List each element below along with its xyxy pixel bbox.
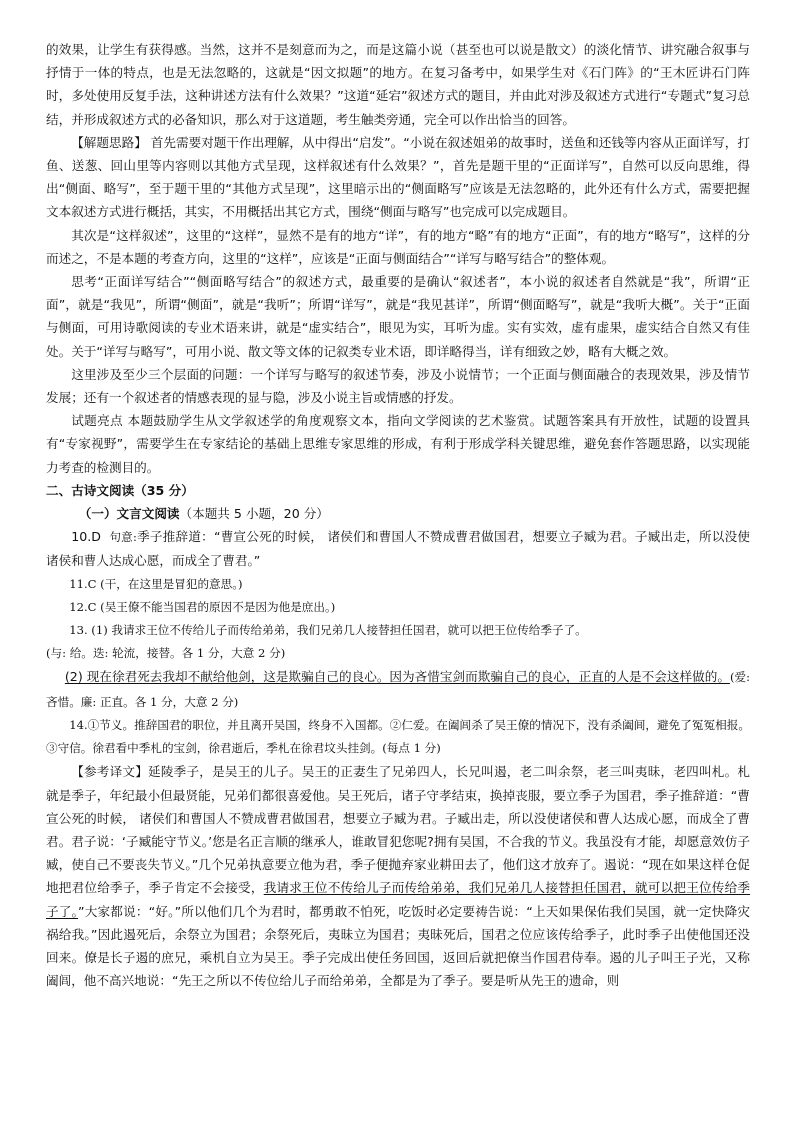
answer-14: 14.①节义。推辞国君的职位，并且离开吴国，终身不入国都。②仁爱。在阖闾杀了吴王僚的情况下，没有杀阖闾，避免了冤冤相报。③守信。徐君看中季札的宝剑，徐君逝后，季札在徐君坟头挂剑。(每点 1 分) <box>46 717 750 756</box>
answer-13-1-notes: (与: 给。迭: 轮流，接替。各 1 分，大意 2 分) <box>46 646 286 661</box>
reference-translation <box>46 760 750 992</box>
paragraph-second: 其次是“这样叙述”，这里的“这样”，显然不是有的地方“详”，有的地方“略”有的地方“正面”，有的地方“略写”，这样的分而述之，不是本题的考查方向，这里的“这样”，应该是“正面与侧面结合”“详写与略写结合”的整体观。 <box>46 227 750 266</box>
section-heading-classical: 二、古诗文阅读（35 分） <box>46 482 194 498</box>
translation-part-1: 【参考译文】延陵季子，是吴王的儿子。吴王的正妻生了兄弟四人，长兄叫遏，老二叫余祭，老三叫夷昧，老四叫札。札就是季子，年纪最小但最贤能，兄弟们都很喜爱他。吴王死后，诸子守孝结束，换掉丧服，要立季子为国君，季子推辞道：“曹宣公死的时候， 诸侯们和曹国人不赞成曹君做国君，想要立子臧为君。子臧出走，所以没使诸侯和曹人达成心愿，而成全了曹君。君子说：‘子臧能守节义。’您是名正言顺的继承人，谁敢冒犯您呢?拥有吴国，不合我的节义。我虽没有才能，却愿意效仿子臧，使自己不要丧失节义。”几个兄弟执意要立他为君，季子便抛弃家业耕田去了，他们这才放弃了。遏说：“现在如果这样仓促地把君位给季子，季子肯定不会接受， <box>46 764 750 896</box>
paragraph-levels: 这里涉及至少三个层面的问题：一个详写与略写的叙述节奏，涉及小说情节；一个正面与侧面融合的表现效果，涉及情节发展；还有一个叙述者的情感表现的显与隐，涉及小说主旨或情感的抒发。 <box>46 366 750 406</box>
answer-13-2-notes: (爱: 吝惜。廉: 正直。各 1 分，大意 2 分) <box>46 670 750 709</box>
answer-11: 11.C (干，在这里是冒犯的意思。) <box>69 576 243 591</box>
paragraph-highlight: 试题亮点 本题鼓励学生从文学叙述学的角度观察文本，指向文学阅读的艺术鉴赏。试题答案具有开放性，试题的设置具有“专家视野”，需要学生在专家结论的基础上思维专家思维的形成，有利于形成学科关键思维，避免套作答题思路，以实现能力考查的检测目的。 <box>46 413 750 475</box>
translation-part-2: ”大家都说：“好。”所以他们几个为君时，都勇敢不怕死，吃饭时必定要祷告说：“上天如果保佑我们吴国，就一定快降灾祸给我。”因此遏死后，余祭立为国君；余祭死后，夷昧立为国君；夷昧死后，国君之位应该传给季子，此时季子出使他国还没回来。僚是长子遏的庶兄，乘机自立为吴王。季子完成出使任务回国，返回后就把僚当作国君侍奉。遏的儿子叫王子光，又称阖闾，他不高兴地说：“先王之所以不传位给儿子而给弟弟，全都是为了季子。要是听从先王的遗命，则 <box>46 903 750 989</box>
answer-10 <box>46 525 750 572</box>
answer-12: 12.C (吴王僚不能当国君的原因不是因为他是庶出。) <box>69 599 336 614</box>
answer-10-text: 季子推辞道：“曹宣公死的时候， 诸侯们和曹国人不赞成曹君做国君，想要立子臧为君。子臧出走，所以没使诸侯和曹人达成心愿，而成全了曹君。” <box>46 529 751 569</box>
subsection-title: （一）文言文阅读 <box>78 506 180 522</box>
answer-10-number: 10.D <box>71 529 101 545</box>
paragraph-1: 的效果，让学生有获得感。当然，这并不是刻意而为之，而是这篇小说（甚至也可以说是散文）的淡化情节、讲究融合叙事与抒情于一体的特点，也是无法忽略的，这就是“因文拟题”的地方。在复习备考中，如果学生对《石门阵》的“王木匠讲石门阵时，多处使用反复手法，这种讲述方法有什么效果？”这道“延宕”叙述方式的题目，并由此对涉及叙述方式进行“专题式”复习总结，并形成叙述方式的必备知识，那么对于这道题，考生触类旁通，完全可以作出恰当的回答。 <box>46 42 750 127</box>
paragraph-solution-approach: 【解题思路】 首先需要对题干作出理解，从中得出“启发”。“小说在叙述姐弟的故事时，送鱼和还钱等内容从正面详写，打鱼、送葱、回山里等内容则以其他方式呈现，这样叙述有什么效果？”，首先是题干里的“正面详写”，自然可以反向思维，得出“侧面、略写”，至于题干里的“其他方式呈现”，这里暗示出的“侧面略写”应该是无法忽略的，此外还有什么方式，需要把握文本叙述方式进行概括，其实，不用概括出其它方式，围绕“侧面与略写”也完成可以完成题目。 <box>46 134 750 220</box>
subsection-heading <box>46 502 750 525</box>
answer-10-lead: 句意: <box>109 530 137 545</box>
answer-13-1: 13. (1) 我请求王位不传给儿子而传给弟弟，我们兄弟几人接替担任国君，就可以把王位传给季子了。 <box>69 623 587 638</box>
subsection-note: （本题共 5 小题，20 分） <box>179 506 329 522</box>
paragraph-narrator: 思考“正面详写结合”“侧面略写结合”的叙述方式，最重要的是确认“叙述者”，本小说的叙述者自然就是“我”，所谓“正面”，就是“我见”，所谓“侧面”，就是“我听”；所谓“详写”，就是“我见甚详”，所谓“侧面略写”，就是“我听大概”。关于“正面与侧面，可用诗歌阅读的专业术语来讲，就是“虚实结合”，眼见为实，耳听为虚。实有实效，虚有虚果，虚实结合自然又有佳处。关于“详写与略写”，可用小说、散文等文体的记叙类专业术语，即详略得当，详有细致之妙，略有大概之效。 <box>46 274 750 359</box>
translation-underlined: 我请求王位不传给儿子而传给弟弟，我们兄弟几人接替担任国君，就可以把王位传给季子了。 <box>46 880 751 919</box>
answer-13-2 <box>46 665 750 713</box>
answer-13-2-text: (2) 现在徐君死去我却不献给他剑，这是欺骗自己的良心。因为吝惜宝剑而欺骗自己的良心，正直的人是不会这样做的。 <box>64 669 730 685</box>
